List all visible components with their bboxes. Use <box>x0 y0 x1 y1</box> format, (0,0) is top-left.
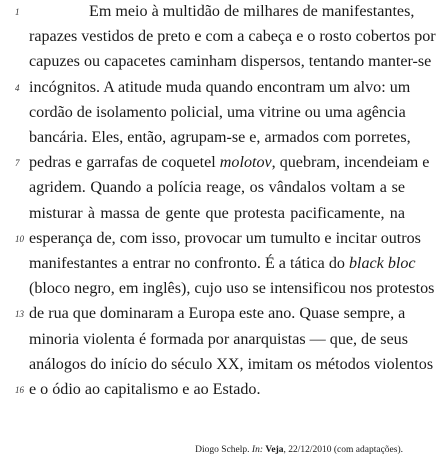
source-citation <box>195 443 403 457</box>
text-line: cordão de isolamento policial, uma vitrine ou uma agência <box>29 103 406 121</box>
text-line <box>29 252 416 276</box>
source-publication: Veja <box>265 445 284 455</box>
text-line: análogos do início do século XX, imitam os métodos violentos <box>29 355 434 373</box>
text-segment: manifestantes a entrar no confronto. É a tática do <box>29 255 349 272</box>
line-number: 10 <box>15 233 24 244</box>
line-number: 4 <box>15 82 20 93</box>
line-number: 16 <box>15 385 24 395</box>
text-segment: , quebram, incendeiam e <box>271 154 430 172</box>
text-line: de rua que dominaram a Europa este ano. Quase sempre, a <box>29 305 406 323</box>
text-line: misturar à massa de gente que protesta pacificamente, na <box>29 204 405 222</box>
text-segment: pedras e garrafas de coquetel <box>29 154 220 172</box>
source-in-label: In: <box>251 445 263 455</box>
italic-term: black bloc <box>348 255 416 272</box>
text-line: rapazes vestidos de preto e com a cabeça e o rosto cobertos por <box>29 28 436 46</box>
source-details: , 22/12/2010 (com adaptações). <box>283 445 403 455</box>
italic-term: molotov <box>219 154 272 172</box>
text-line: esperança de, com isso, provocar um tumulto e incitar outros <box>29 229 421 247</box>
line-number: 1 <box>15 7 20 17</box>
text-line <box>29 151 430 175</box>
text-line: agridem. Quando a polícia reage, os vândalos voltam a se <box>29 179 405 197</box>
text-line: incógnitos. A atitude muda quando encontram um alvo: um <box>29 78 411 96</box>
text-line: minoria violenta é formada por anarquistas — que, de seus <box>29 330 408 348</box>
line-number: 7 <box>15 158 20 169</box>
text-line: e o ódio ao capitalismo e ao Estado. <box>29 381 261 398</box>
text-line: capuzes ou capacetes caminham dispersos, tentando manter-se <box>29 53 432 71</box>
text-line: bancária. Eles, então, agrupam-se e, armados com porretes, <box>29 129 411 146</box>
text-line: (bloco negro, em inglês), cujo uso se intensificou nos protestos <box>29 280 435 298</box>
source-author: Diogo Schelp. <box>195 445 250 455</box>
text-line: Em meio à multidão de milhares de manifestantes, <box>89 3 415 20</box>
line-number: 13 <box>15 309 24 320</box>
